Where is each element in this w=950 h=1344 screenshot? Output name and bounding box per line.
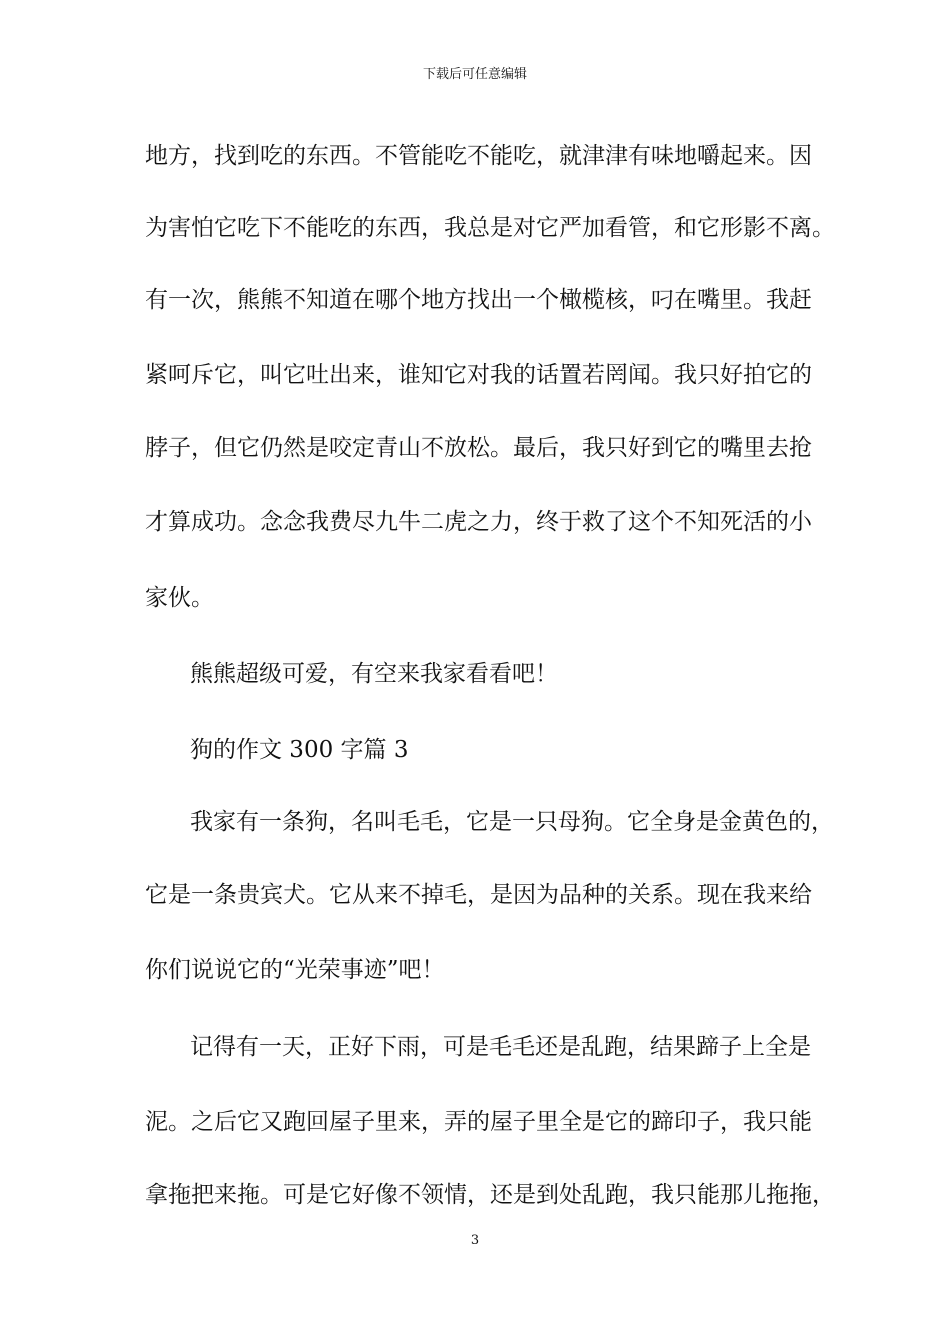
body-line: 有一次，熊熊不知道在哪个地方找出一个橄榄核，叼在嘴里。我赶 — [145, 287, 812, 313]
body-line: 记得有一天，正好下雨，可是毛毛还是乱跑，结果蹄子上全是 — [190, 1034, 811, 1060]
body-line: 你们说说它的“光荣事迹”吧！ — [145, 957, 445, 983]
body-line: 为害怕它吃下不能吃的东西，我总是对它严加看管，和它形影不离。 — [145, 215, 835, 241]
page-header-note: 下载后可任意编辑 — [422, 67, 527, 82]
body-line: 紧呵斥它，叫它吐出来，谁知它对我的话置若罔闻。我只好拍它的 — [145, 362, 812, 388]
body-line: 脖子，但它仍然是咬定青山不放松。最后，我只好到它的嘴里去抢 — [145, 435, 812, 461]
page-number: 3 — [470, 1233, 480, 1248]
body-line: 熊熊超级可爱，有空来我家看看吧！ — [190, 661, 558, 687]
body-line: 地方，找到吃的东西。不管能吃不能吃，就津津有味地嚼起来。因 — [145, 143, 812, 169]
body-line: 它是一条贵宾犬。它从来不掉毛，是因为品种的关系。现在我来给 — [145, 882, 812, 908]
body-line: 拿拖把来拖。可是它好像不领情，还是到处乱跑，我只能那儿拖拖， — [145, 1182, 835, 1208]
body-line: 泥。之后它又跑回屋子里来，弄的屋子里全是它的蹄印子，我只能 — [145, 1109, 812, 1135]
body-line: 我家有一条狗，名叫毛毛，它是一只母狗。它全身是金黄色的， — [190, 809, 834, 835]
section-heading: 狗的作文 300 字篇 3 — [190, 737, 409, 763]
body-line: 家伙。 — [145, 585, 214, 611]
body-line: 才算成功。念念我费尽九牛二虎之力，终于救了这个不知死活的小 — [145, 509, 812, 535]
